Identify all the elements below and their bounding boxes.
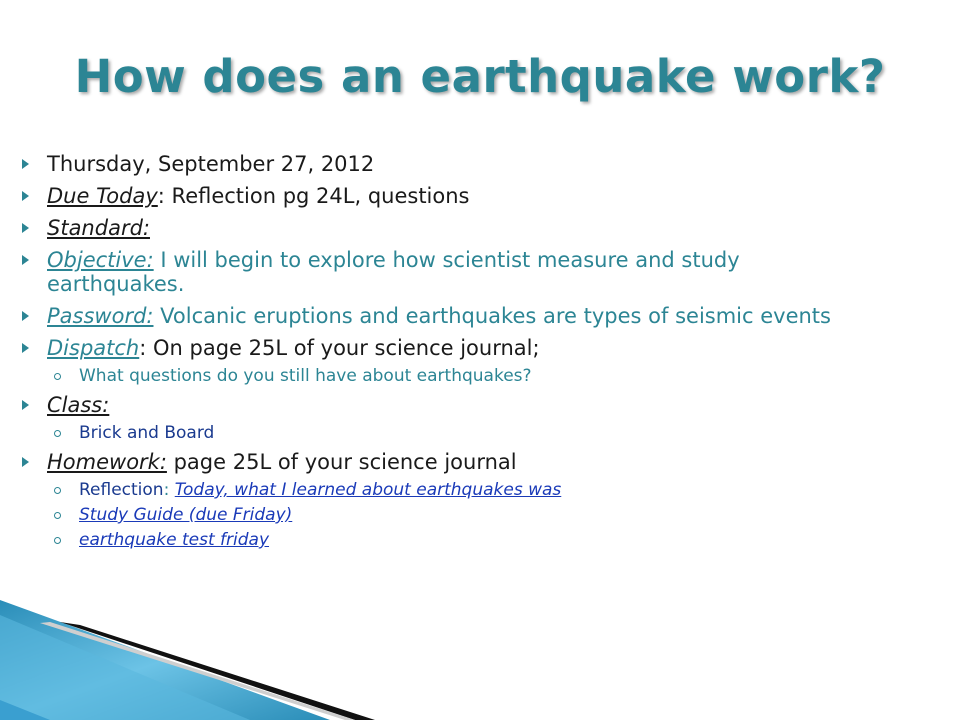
homework-text: page 25L of your science journal [166,450,517,474]
homework-label: Homework: [47,450,167,474]
objective-label: Objective: [47,248,154,272]
dispatch-label: Dispatch [47,336,140,360]
page-title: How does an earthquake work? [74,50,886,103]
objective-text: I will begin to explore how scientist measure and study earthquakes. [47,248,740,296]
slide-content [22,152,842,557]
bullet-homework [22,450,842,474]
bullet-date [22,152,842,176]
arrow-bullet-icon [22,343,29,353]
dispatch-question: What questions do you still have about earthquakes? [79,366,532,386]
sub-bullet-study-guide [22,504,842,526]
reflection-label: Reflection [79,480,164,500]
study-guide-link[interactable]: Study Guide (due Friday) [79,505,293,525]
due-label: Due Today [47,184,158,208]
arrow-bullet-icon [22,223,29,233]
password-text: Volcanic eruptions and earthquakes are types of seismic events [153,304,831,328]
sub-bullet-reflection [22,479,842,501]
bullet-objective [22,248,842,296]
sub-bullet-test [22,529,842,551]
bullet-class [22,393,842,417]
ring-bullet-icon [54,487,61,494]
ring-bullet-icon [54,537,61,544]
ring-bullet-icon [54,430,61,437]
sub-bullet-class [22,422,842,444]
arrow-bullet-icon [22,159,29,169]
reflection-link[interactable]: Today, what I learned about earthquakes was [174,480,562,500]
class-text: Brick and Board [79,423,215,443]
arrow-bullet-icon [22,255,29,265]
bullet-password [22,304,842,328]
arrow-bullet-icon [22,191,29,201]
bullet-standard [22,216,842,240]
reflection-colon: : [163,480,175,500]
arrow-bullet-icon [22,311,29,321]
ring-bullet-icon [54,373,61,380]
test-link[interactable]: earthquake test friday [79,530,270,550]
arrow-bullet-icon [22,457,29,467]
due-text: : Reflection pg 24L, questions [157,184,470,208]
bullet-dispatch [22,336,842,360]
class-label: Class: [47,393,110,417]
sub-bullet-dispatch [22,365,842,387]
date-text: Thursday, September 27, 2012 [47,152,375,176]
password-label: Password: [47,304,154,328]
dispatch-text: : On page 25L of your science journal; [139,336,540,360]
ring-bullet-icon [54,512,61,519]
standard-label: Standard: [47,216,150,240]
bullet-due-today [22,184,842,208]
arrow-bullet-icon [22,400,29,410]
